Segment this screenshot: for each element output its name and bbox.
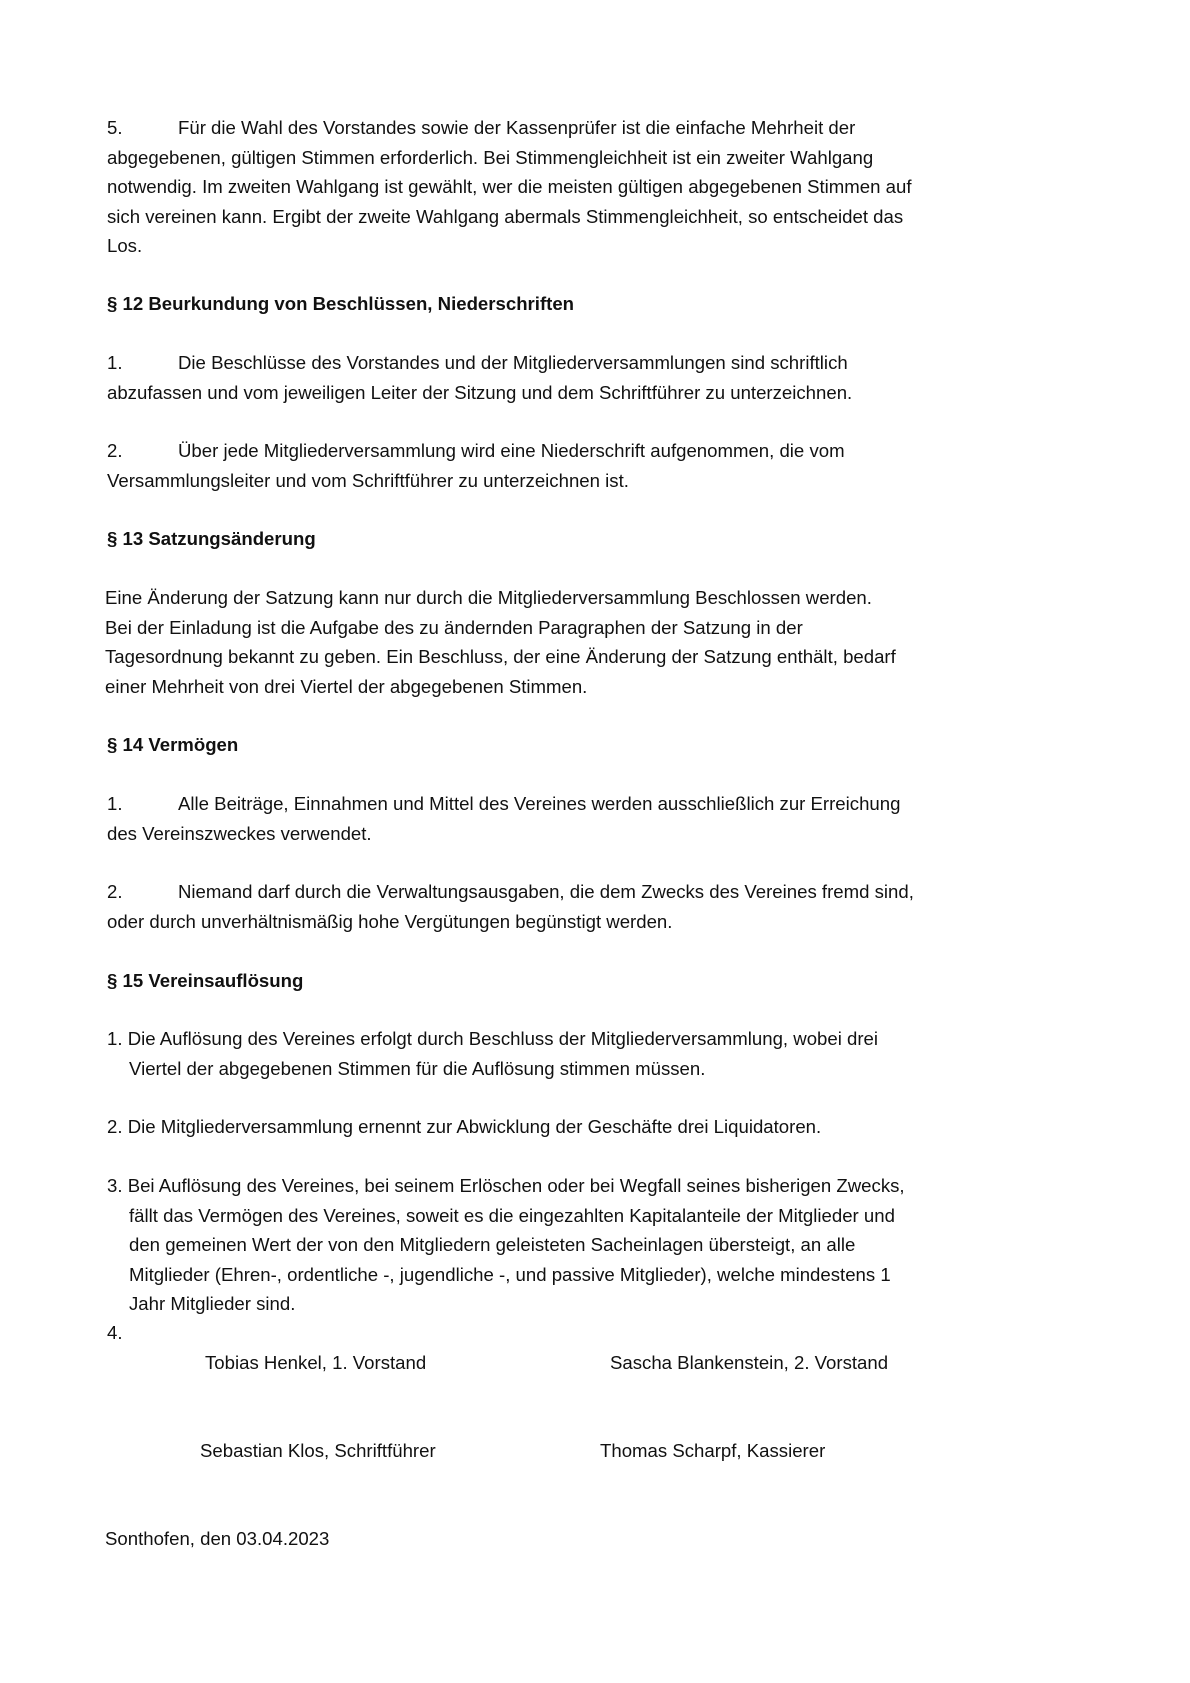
place-date: Sonthofen, den 03.04.2023 (105, 1528, 330, 1549)
paragraph-line: Die Mitgliederversammlung ernennt zur Abwicklung der Geschäfte drei Liquidatoren. (127, 1116, 822, 1137)
sec13-paragraph (105, 583, 985, 701)
paragraph-line: sich vereinen kann. Ergibt der zweite Wahlgang abermals Stimmengleichheit, so entscheidet das (107, 205, 904, 227)
sec12-item-1 (107, 348, 987, 407)
section-heading-12: § 12 Beurkundung von Beschlüssen, Niederschriften (107, 293, 575, 314)
item-number: 5. (107, 117, 123, 138)
item-number: 1. (107, 352, 123, 373)
item-number: 1. (107, 1028, 123, 1049)
item-number: 2. (107, 881, 123, 902)
item-number: 3. (107, 1175, 123, 1196)
paragraph-line: Alle Beiträge, Einnahmen und Mittel des Vereines werden ausschließlich zur Erreichung (178, 793, 901, 814)
paragraph-line: Tagesordnung bekannt zu geben. Ein Beschluss, der eine Änderung der Satzung enthält, bedarf (105, 646, 896, 667)
paragraph-line: Eine Änderung der Satzung kann nur durch die Mitgliederversammlung Beschlossen werden. (105, 587, 872, 608)
paragraph-line: Für die Wahl des Vorstandes sowie der Kassenprüfer ist die einfache Mehrheit der (178, 117, 856, 138)
paragraph-line: oder durch unverhältnismäßig hohe Vergütungen begünstigt werden. (107, 910, 673, 932)
paragraph-line: Bei der Einladung ist die Aufgabe des zu ändernden Paragraphen der Satzung in der (105, 616, 803, 638)
paragraph-line: den gemeinen Wert der von den Mitgliedern geleisteten Sacheinlagen übersteigt, an alle (129, 1234, 856, 1255)
paragraph-line: Die Auflösung des Vereines erfolgt durch Beschluss der Mitgliederversammlung, wobei drei (127, 1028, 879, 1049)
paragraph-line: Bei Auflösung des Vereines, bei seinem Erlöschen oder bei Wegfall seines bisherigen Zwecks, (127, 1175, 905, 1196)
sec14-item-2 (107, 877, 987, 936)
paragraph-line: abzufassen und vom jeweiligen Leiter der Sitzung und dem Schriftführer zu unterzeichnen. (107, 381, 853, 403)
signature-secretary: Sebastian Klos, Schriftführer (200, 1440, 436, 1461)
paragraph-line: fällt das Vermögen des Vereines, soweit es die eingezahlten Kapitalanteile der Mitglieder und (129, 1204, 895, 1226)
item-number: 2. (107, 440, 123, 461)
paragraph-line: Mitglieder (Ehren-, ordentliche -, jugendliche -, und passive Mitglieder), welche mindestens 1 (129, 1263, 891, 1285)
paragraph-line: Viertel der abgegebenen Stimmen für die Auflösung stimmen müssen. (129, 1057, 706, 1079)
paragraph-line: Die Beschlüsse des Vorstandes und der Mitgliederversammlungen sind schriftlich (178, 352, 848, 373)
item-number: 2. (107, 1116, 123, 1137)
sec11-item-5 (107, 113, 987, 261)
sec15-item-2 (107, 1112, 987, 1142)
sec15-item-4 (107, 1318, 987, 1348)
signature-second-chair: Sascha Blankenstein, 2. Vorstand (610, 1352, 889, 1373)
sec15-item-1 (107, 1024, 987, 1083)
signature-first-chair: Tobias Henkel, 1. Vorstand (205, 1352, 427, 1373)
section-heading-14: § 14 Vermögen (107, 734, 239, 755)
paragraph-line: Jahr Mitglieder sind. (129, 1293, 296, 1314)
section-heading-13: § 13 Satzungsänderung (107, 528, 316, 549)
section-heading-15: § 15 Vereinsauflösung (107, 970, 304, 991)
paragraph-line: des Vereinszweckes verwendet. (107, 822, 372, 844)
sec15-item-3 (107, 1171, 987, 1319)
item-number: 1. (107, 793, 123, 814)
paragraph-line: abgegebenen, gültigen Stimmen erforderlich. Bei Stimmengleichheit ist ein zweiter Wahlgang (107, 146, 874, 168)
paragraph-line: Niemand darf durch die Verwaltungsausgaben, die dem Zwecks des Vereines fremd sind, (178, 881, 914, 902)
paragraph-line: notwendig. Im zweiten Wahlgang ist gewählt, wer die meisten gültigen abgegebenen Stimmen auf (107, 176, 912, 197)
sec12-item-2 (107, 436, 987, 495)
paragraph-line: Versammlungsleiter und vom Schriftführer zu unterzeichnen ist. (107, 469, 629, 491)
item-number: 4. (107, 1322, 123, 1343)
paragraph-line: einer Mehrheit von drei Viertel der abgegebenen Stimmen. (105, 675, 588, 697)
paragraph-line: Über jede Mitgliederversammlung wird eine Niederschrift aufgenommen, die vom (178, 440, 845, 461)
signature-treasurer: Thomas Scharpf, Kassierer (600, 1440, 826, 1461)
sec14-item-1 (107, 789, 987, 848)
paragraph-line: Los. (107, 235, 143, 256)
